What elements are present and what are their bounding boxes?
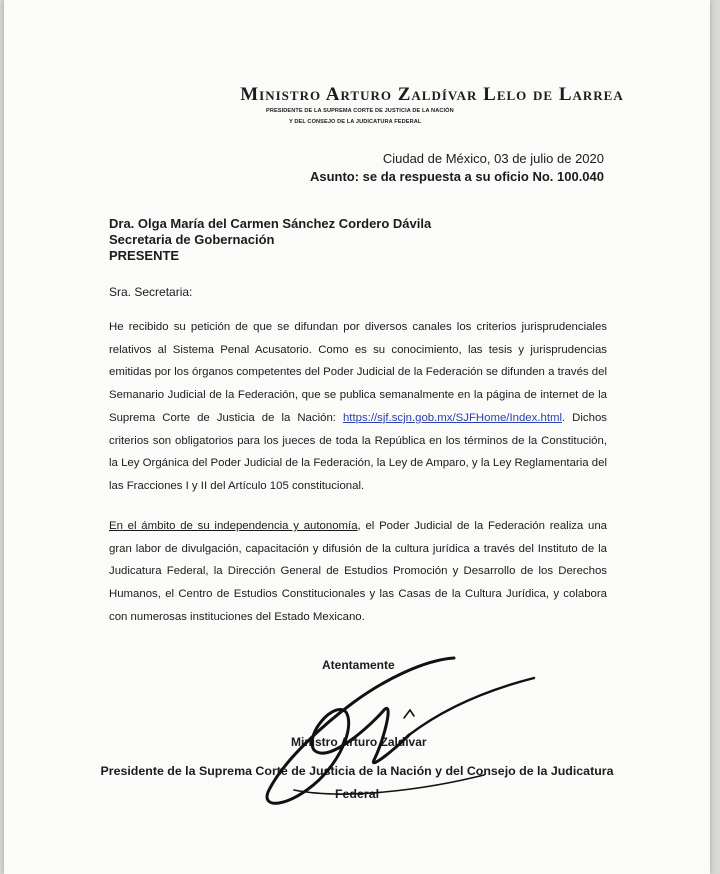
- p2-text-rest: , el Poder Judicial de la Federación realiza una gran labor de divulgación, capacitación y difusión de la cultura jurídica a través del Instituto de la Judicatura Federal, la Dirección General de Estudios Promoción y Desarrollo de los Derechos Humanos, el Centro de Estudios Constitucionales y las Casas de la Cultura Jurídica, y colabora con numerosas instituciones del Estado Mexicano.: [109, 520, 608, 623]
- letterhead-name: Ministro Arturo Zaldívar Lelo de Larrea: [240, 84, 624, 105]
- signer-title-line-1: Presidente de la Suprema Corte de Justicia de la Nación y del Consejo de la Judicatura: [100, 764, 614, 778]
- recipient-block: [109, 216, 431, 264]
- p1-text-end: . Dichos criterios son obligatorios para los jueces de toda la República en los términos de la Constitución, la Ley Orgánica del Poder Judicial de la Federación, la Ley de Amparo, y la Ley Reglamentaria del las Fracciones I y II del Artículo 105 constitucional.: [109, 411, 607, 492]
- recipient-position: Secretaria de Gobernación: [109, 232, 275, 247]
- p1-text-start: He recibido su petición de que se difundan por diversos canales los criterios jurisprudenciales relativos al Sistema Penal Acusatorio. Como es su conocimiento, las tesis y jurisprudencias emitidas por los órganos competentes del Poder Judicial de la Federación se difunden a través del Semanario Judicial de la Federación, que se publica semanalmente en la página de internet de la Suprema Corte de Justicia de la Nación:: [109, 321, 607, 424]
- semanario-link[interactable]: https://sjf.scjn.gob.mx/SJFHome/Index.html: [342, 411, 562, 424]
- greeting: Sra. Secretaria:: [109, 285, 193, 299]
- valediction: Atentamente: [322, 658, 395, 672]
- signer-title-line-2: Federal: [334, 787, 380, 801]
- body-paragraph-1: [109, 316, 607, 498]
- p2-underlined-phrase: En el ámbito de su independencia y autonomía: [109, 520, 358, 532]
- recipient-name: Dra. Olga María del Carmen Sánchez Cordero Dávila: [109, 216, 432, 231]
- letter-page: [4, 0, 710, 874]
- letterhead-subtitle-2: Y DEL CONSEJO DE LA JUDICATURA FEDERAL: [289, 119, 422, 125]
- recipient-presente: PRESENTE: [109, 248, 180, 263]
- subject-line: Asunto: se da respuesta a su oficio No. 100.040: [309, 169, 604, 184]
- body-paragraph-2: [109, 515, 607, 629]
- place-date: Ciudad de México, 03 de julio de 2020: [382, 151, 604, 166]
- letterhead-subtitle-1: PRESIDENTE DE LA SUPREMA CORTE DE JUSTICIA DE LA NACIÓN: [266, 108, 454, 114]
- handwritten-signature: [234, 640, 574, 820]
- signer-name: Ministro Arturo Zaldívar: [291, 735, 427, 749]
